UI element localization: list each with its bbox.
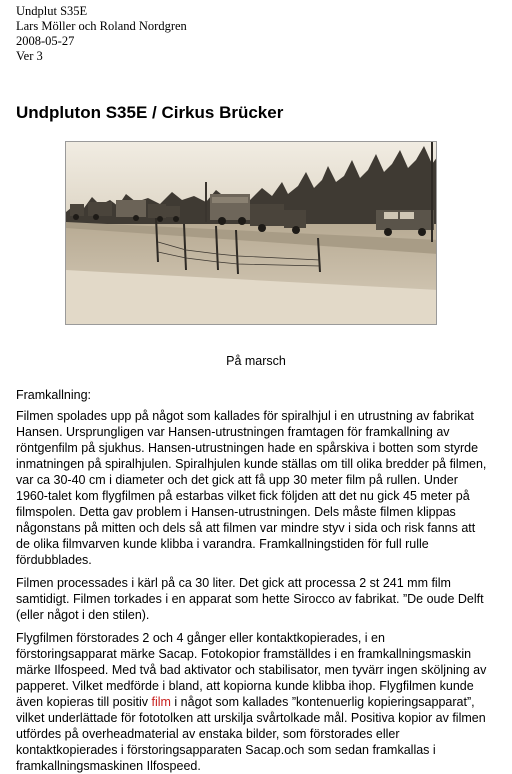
text-line bbox=[16, 694, 502, 710]
text-segment: de olika filmvarven kunde klibba i varandra. Framkallningstiden för full rulle bbox=[16, 537, 429, 551]
text-segment: var ca 30-40 cm i diameter och det gick att få upp 30 meter film på rullen. Under bbox=[16, 473, 458, 487]
paragraph-gap bbox=[16, 623, 502, 630]
text-segment: Flygfilmen förstorades 2 och 4 gånger eller kontaktkopierades, i en bbox=[16, 631, 385, 645]
header-line: Undplut S35E bbox=[16, 4, 88, 18]
text-line bbox=[16, 488, 502, 504]
highlighted-word: film bbox=[151, 695, 171, 709]
text-line bbox=[16, 646, 502, 662]
text-line bbox=[16, 678, 502, 694]
paragraph bbox=[16, 408, 502, 568]
header-line: Ver 3 bbox=[16, 49, 43, 63]
text-line bbox=[16, 472, 502, 488]
text-segment: filmspolen. Detta gav problem i Hansen-utrustningen. Dels måste filmen klippas bbox=[16, 505, 456, 519]
text-line bbox=[16, 726, 502, 742]
text-line bbox=[16, 607, 502, 623]
text-segment: samtidigt. Filmen torkades i en apparat som hette Sirocco av fabrikat. ”De oude Delft bbox=[16, 592, 484, 606]
text-line bbox=[16, 424, 502, 440]
text-segment: någonstans på mitten och dels så att filmen var mindre styv i sida och risk fanns att bbox=[16, 521, 476, 535]
text-line bbox=[16, 408, 502, 424]
text-segment: förstoringsapparat märke Sacap. Fotokopior framställdes i en framkallningsmaskin bbox=[16, 647, 472, 661]
paragraph bbox=[16, 575, 502, 623]
text-line bbox=[16, 630, 502, 646]
text-segment: vilket underlättade för fototolken att urskilja svårtolkade mål. Positiva kopior av filmen bbox=[16, 711, 486, 725]
document-title: Undpluton S35E / Cirkus Brücker bbox=[16, 103, 284, 122]
text-line bbox=[16, 742, 502, 758]
text-line bbox=[16, 456, 502, 472]
text-segment: 1960-talet kom flygfilmen på estarbas vilket fick följden att det nu gick 45 meter på bbox=[16, 489, 470, 503]
text-segment: märke Ilfospeed. Med två bad aktivator och stabilisator, men tyvärr ingen sköljning av bbox=[16, 663, 487, 677]
text-line bbox=[16, 662, 502, 678]
text-segment: utfördes på overheadmaterial av enstaka bilder, som förstorades eller bbox=[16, 727, 400, 741]
text-segment: fördubblades. bbox=[16, 553, 92, 567]
section-heading: Framkallning: bbox=[16, 388, 92, 402]
text-segment: papperet. Vilket medförde i bland, att kopiorna kunde klibba ihop. Flygfilmen kunde bbox=[16, 679, 474, 693]
paragraph-gap bbox=[16, 568, 502, 575]
text-line bbox=[16, 536, 502, 552]
text-segment: inmatningen på spiralhjulen. Spiralhjulen kunde ställas om till olika bredder på filmen, bbox=[16, 457, 487, 471]
photo-caption: På marsch bbox=[226, 354, 286, 368]
text-line bbox=[16, 575, 502, 591]
header-line: 2008-05-27 bbox=[16, 34, 75, 48]
text-line bbox=[16, 710, 502, 726]
text-segment: röntgenfilm på sjukhus. Hansen-utrustningen hade en spårskiva i botten som styrde bbox=[16, 441, 479, 455]
text-line bbox=[16, 552, 502, 568]
text-segment: Hansen. Ursprungligen var Hansen-utrustningen framtagen för framkallning av bbox=[16, 425, 450, 439]
text-segment: Filmen spolades upp på något som kallades för spiralhjul i en utrustning av fabrikat bbox=[16, 409, 474, 423]
convoy-photo bbox=[65, 141, 437, 325]
paragraph bbox=[16, 630, 502, 774]
body-text bbox=[16, 408, 502, 774]
text-line bbox=[16, 758, 502, 774]
document-header bbox=[16, 4, 187, 64]
text-segment: i något som kallades ”kontenuerlig kopieringsapparat”, bbox=[170, 695, 475, 709]
text-segment: (eller något i den stilen). bbox=[16, 608, 150, 622]
text-line bbox=[16, 504, 502, 520]
text-segment: Filmen processades i kärl på ca 30 liter. Det gick att processa 2 st 241 mm film bbox=[16, 576, 451, 590]
header-line: Lars Möller och Roland Nordgren bbox=[16, 19, 187, 33]
text-segment: framkallningsmaskinen Ilfospeed. bbox=[16, 759, 201, 773]
text-segment: även kopieras till positiv bbox=[16, 695, 152, 709]
text-line bbox=[16, 591, 502, 607]
text-segment: kontaktkopierades i förstoringsapparaten Sacap.och som sedan framkallas i bbox=[16, 743, 436, 757]
text-line bbox=[16, 440, 502, 456]
text-line bbox=[16, 520, 502, 536]
